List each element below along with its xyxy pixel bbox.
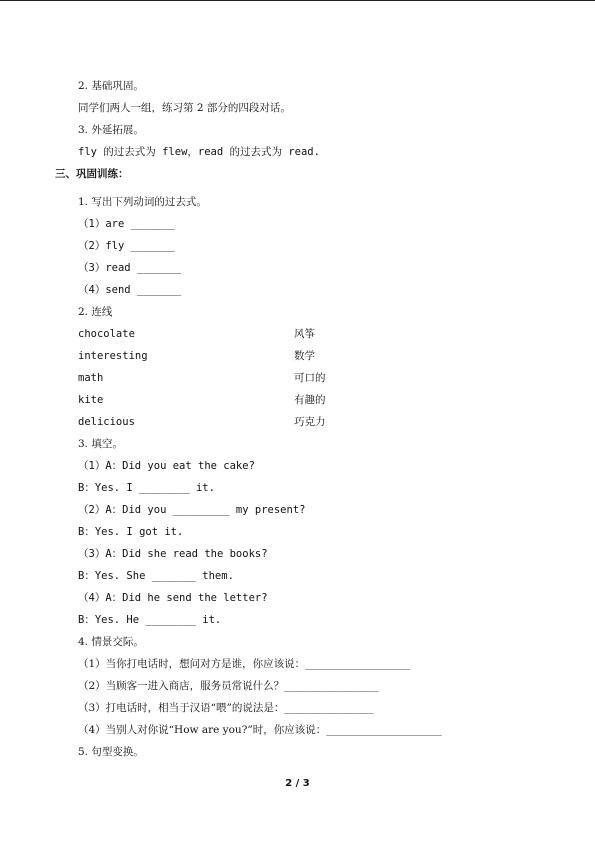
dialogue-3-answer: B：Yes. She _______ them. [78,570,234,582]
exercise-1-item-1: （1）are _______ [78,218,175,230]
situation-3: （3）打电话时，相当于汉语“喂”的说法是：_________________ [78,702,374,714]
section-3-text: fly 的过去式为 flew，read 的过去式为 read. [78,146,320,158]
dialogue-4-answer: B：Yes. He ________ it. [78,614,222,626]
exercise-2-title: 2. 连线 [78,306,113,318]
exercise-1-item-2: （2）fly _______ [78,240,175,252]
match-word-en: delicious [78,416,135,428]
exercise-1-item-3: （3）read _______ [78,262,182,274]
match-word-zh: 数学 [294,350,315,362]
exercise-3-title: 3. 填空。 [78,438,123,450]
situation-2: （2）当顾客一进入商店，服务员常说什么？__________________ [78,680,379,692]
dialogue-2-answer: B：Yes. I got it. [78,526,184,538]
section-2-title: 2. 基础巩固。 [78,80,144,92]
dialogue-3-question: （3）A：Did she read the books? [78,548,268,560]
section-3-title: 3. 外延拓展。 [78,124,144,136]
situation-4: （4）当别人对你说“How are you?”时，你应该说：______________________ [78,724,442,736]
exercise-1-item-4: （4）send _______ [78,284,182,296]
match-word-en: interesting [78,350,148,362]
dialogue-1-question: （1）A：Did you eat the cake? [78,460,255,472]
section-2-text: 同学们两人一组，练习第 2 部分的四段对话。 [78,102,291,114]
match-word-en: kite [78,394,104,406]
exercise-1-title: 1. 写出下列动词的过去式。 [78,196,207,208]
exercise-4-title: 4. 情景交际。 [78,636,144,648]
dialogue-4-question: （4）A：Did he send the letter? [78,592,268,604]
match-word-zh: 风筝 [294,328,315,340]
page-number: 2 / 3 [285,778,310,789]
match-word-zh: 巧克力 [294,416,326,428]
match-word-zh: 可口的 [294,372,326,384]
dialogue-2-question: （2）A：Did you _________ my present? [78,504,306,516]
part-3-heading: 三、巩固训练： [55,168,129,180]
match-word-en: math [78,372,104,384]
exercise-5-title: 5. 句型变换。 [78,746,144,758]
match-word-zh: 有趣的 [294,394,326,406]
top-rule [0,0,595,1]
dialogue-1-answer: B：Yes. I ________ it. [78,482,215,494]
situation-1: （1）当你打电话时，想问对方是谁，你应该说：____________________ [78,658,411,670]
match-word-en: chocolate [78,328,135,340]
